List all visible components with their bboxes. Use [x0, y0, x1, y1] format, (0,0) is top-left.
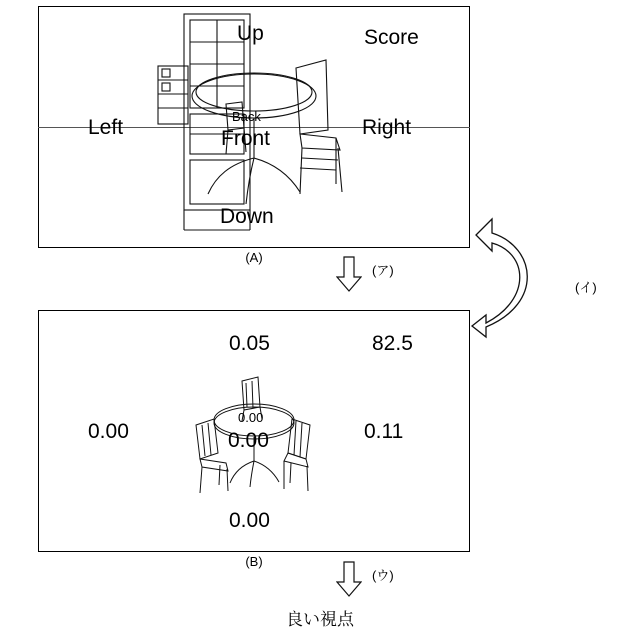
loop-back-arrow-icon: [470, 195, 580, 355]
score-up: 0.05: [229, 332, 270, 355]
arrow-b-to-result-icon: [336, 560, 362, 598]
label-front: Front: [221, 127, 271, 150]
chair-right-outline: [296, 60, 342, 194]
score-right: 0.11: [364, 420, 404, 443]
label-up: Up: [237, 22, 264, 45]
arrow-a-to-b-label: (ア): [372, 263, 394, 278]
result-text: 良い視点: [286, 610, 354, 629]
label-back: Back: [232, 109, 261, 124]
loop-back-arrow-label: (イ): [575, 280, 597, 295]
label-score: Score: [364, 26, 419, 49]
score-back: 0.00: [238, 410, 264, 425]
score-front: 0.00: [228, 429, 269, 452]
arrow-b-to-result-label: (ウ): [372, 568, 394, 583]
panel-a-caption: (A): [245, 250, 263, 265]
label-down: Down: [220, 205, 274, 228]
score-down: 0.00: [229, 509, 270, 532]
label-right: Right: [362, 116, 412, 139]
label-left: Left: [88, 116, 124, 139]
panel-b-caption: (B): [245, 554, 263, 569]
chair-right: [284, 419, 310, 491]
score-left: 0.00: [88, 420, 129, 443]
scene-a-furniture-drawing: [150, 8, 380, 238]
score-total: 82.5: [372, 332, 413, 355]
arrow-a-to-b-icon: [336, 255, 362, 293]
